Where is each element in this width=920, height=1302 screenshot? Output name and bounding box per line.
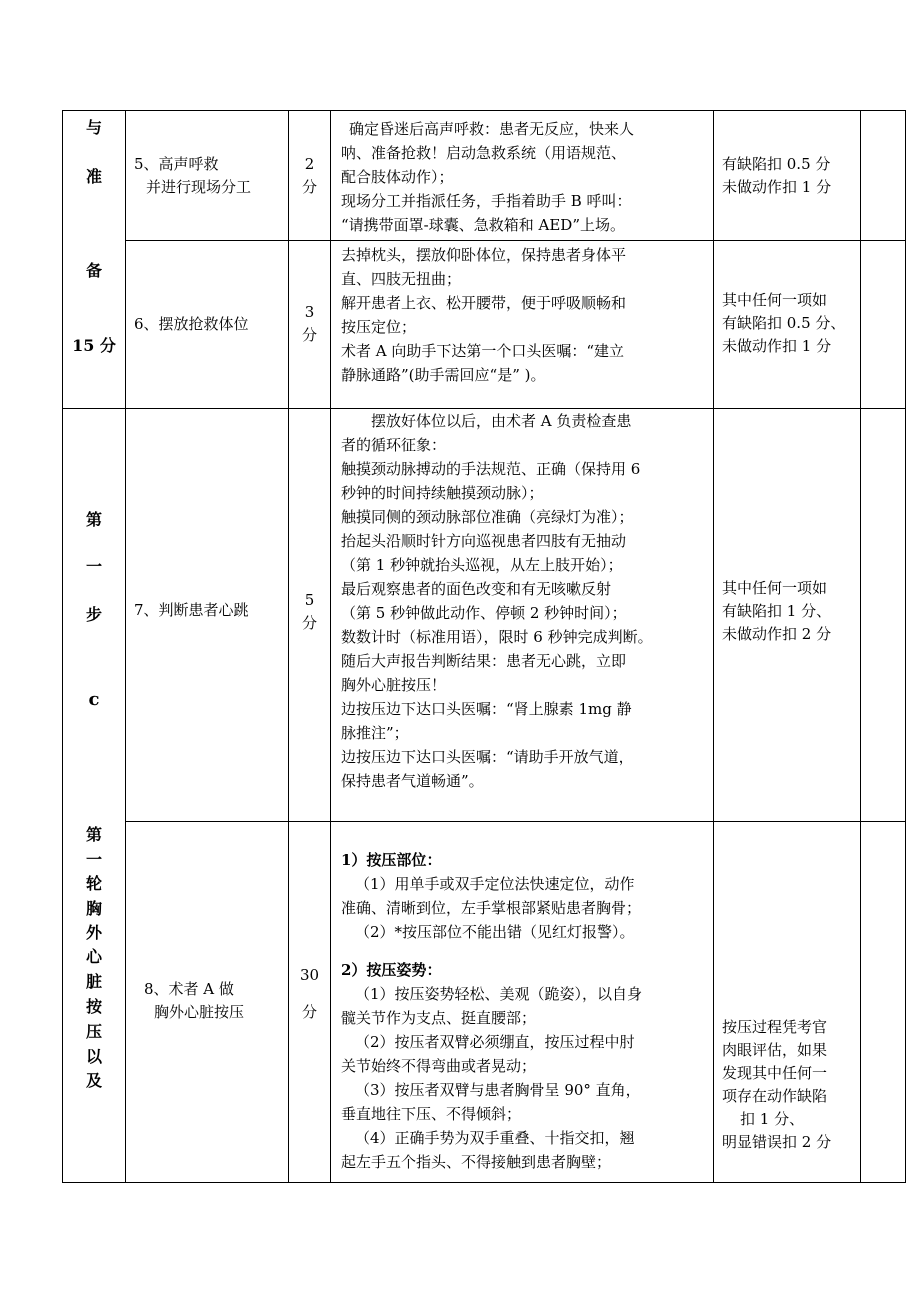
item-name: 6、摆放抢救体位	[134, 315, 249, 333]
deduction-line: 有缺陷扣 0.5 分	[722, 155, 831, 173]
content-cell	[331, 111, 714, 241]
score-value: 30	[299, 965, 320, 984]
content-line: 解开患者上衣、松开腰带，便于呼吸顺畅和	[341, 294, 627, 312]
content-line: 确定昏迷后高声呼救：患者无反应，快来人	[349, 120, 635, 138]
blank-cell	[861, 409, 906, 822]
scoring-table	[62, 110, 906, 1183]
content-line: 起左手五个指头、不得接触到患者胸壁；	[341, 1152, 612, 1171]
blank-cell	[861, 111, 906, 241]
category-char: 一	[85, 557, 102, 576]
category-char: 步	[85, 605, 102, 624]
content-line: 配合肢体动作）；	[341, 168, 454, 186]
score-cell	[289, 111, 331, 241]
content-line: 抬起头沿顺时针方向巡视患者四肢有无抽动	[341, 532, 627, 550]
item-name: 胸外心脏按压	[154, 1002, 245, 1021]
content-line: 脉推注”；	[341, 724, 409, 742]
deduction-line: 其中任何一项如	[722, 579, 828, 597]
content-line: 静脉通路”(助手需回应“是” )。	[341, 366, 546, 384]
category-char: 心	[85, 947, 102, 966]
item-name: 7、判断患者心跳	[134, 601, 249, 619]
deduction-line: 未做动作扣 1 分	[722, 178, 832, 196]
content-cell	[331, 821, 714, 1182]
score-unit: 分	[301, 1002, 317, 1021]
deduction-line: 扣 1 分、	[740, 1109, 805, 1128]
content-cell	[331, 409, 714, 822]
blank-cell	[861, 821, 906, 1182]
content-line: （4）正确手势为双手重叠、十指交扣，翘	[355, 1128, 635, 1147]
score-cell	[289, 409, 331, 822]
category-step1	[63, 409, 126, 1183]
category-char: 胸	[85, 899, 102, 918]
blank-cell	[861, 241, 906, 409]
score-value: 3	[304, 303, 315, 321]
content-line: 随后大声报告判断结果：患者无心跳，立即	[341, 652, 627, 670]
content-line: 直、四肢无扭曲；	[341, 270, 462, 288]
score-unit: 分	[301, 614, 317, 632]
content-line: （第 1 秒钟就抬头巡视，从左上肢开始）；	[341, 556, 623, 574]
item-name: 8、术者 A 做	[144, 979, 234, 998]
content-line: （第 5 秒钟做此动作、停顿 2 秒钟时间）；	[341, 604, 627, 622]
deduction-line: 明显错误扣 2 分	[722, 1132, 832, 1151]
category-char: 外	[85, 923, 102, 942]
item-name: 5、高声呼救	[134, 155, 219, 173]
table-row	[63, 241, 906, 409]
content-line: 关节始终不得弯曲或者晃动；	[341, 1056, 537, 1075]
deduction-line: 按压过程凭考官	[722, 1017, 828, 1036]
content-line: （3）按压者双臂与患者胸骨呈 90° 直角，	[355, 1080, 641, 1099]
deduction-cell	[714, 241, 861, 409]
item-name: 并进行现场分工	[146, 178, 252, 196]
score-cell	[289, 241, 331, 409]
category-char: 第	[85, 825, 102, 844]
content-line: 者的循环征象：	[341, 436, 447, 454]
section-heading: 1）按压部位：	[341, 850, 442, 869]
item-cell	[126, 821, 289, 1182]
deduction-line: 肉眼评估，如果	[722, 1040, 828, 1059]
content-line: 保持患者气道畅通”。	[341, 772, 484, 790]
deduction-line: 项存在动作缺陷	[722, 1086, 828, 1105]
content-line: （1）用单手或双手定位法快速定位，动作	[355, 874, 635, 893]
content-line: 按压定位；	[341, 318, 417, 336]
content-line: 触摸同侧的颈动脉部位准确（亮绿灯为准）；	[341, 508, 634, 526]
category-char: 第	[85, 510, 102, 529]
content-line: “请携带面罩-球囊、急救箱和 AED”上场。	[341, 216, 625, 234]
content-line: （2）*按压部位不能出错（见红灯报警）。	[355, 922, 635, 941]
content-cell	[331, 241, 714, 409]
score-unit: 分	[301, 178, 317, 196]
content-line: 呐、准备抢救！启动急救系统（用语规范、	[341, 144, 627, 162]
content-line: 触摸颈动脉搏动的手法规范、正确（保持用 6	[341, 460, 641, 478]
item-cell	[126, 111, 289, 241]
category-char: 15 分	[72, 336, 116, 355]
category-char: c	[88, 689, 100, 710]
table-row	[63, 111, 906, 241]
content-line: 最后观察患者的面色改变和有无咳嗽反射	[341, 580, 612, 598]
score-cell	[289, 821, 331, 1182]
category-char: 以	[85, 1047, 102, 1066]
table-row	[63, 821, 906, 1182]
content-line: 数数计时（标准用语），限时 6 秒钟完成判断。	[341, 628, 653, 646]
deduction-line: 未做动作扣 2 分	[722, 625, 832, 643]
spacer	[341, 944, 707, 958]
content-line: 胸外心脏按压！	[341, 676, 447, 694]
content-line: 术者 A 向助手下达第一个口头医嘱：“建立	[341, 342, 625, 360]
score-value: 5	[304, 591, 315, 609]
deduction-line: 发现其中任何一	[722, 1063, 828, 1082]
category-char: 准	[85, 167, 102, 186]
deduction-cell	[714, 821, 861, 1182]
item-cell	[126, 409, 289, 822]
content-line: 准确、清晰到位，左手掌根部紧贴患者胸骨；	[341, 898, 642, 917]
content-line: 现场分工并指派任务，手指着助手 B 呼叫：	[341, 192, 632, 210]
score-unit: 分	[301, 326, 317, 344]
category-char: 压	[85, 1022, 102, 1041]
deduction-line: 有缺陷扣 1 分、	[722, 602, 832, 620]
deduction-line: 未做动作扣 1 分	[722, 337, 832, 355]
category-char: 备	[85, 261, 102, 280]
content-line: （1）按压姿势轻松、美观（跪姿），以自身	[355, 984, 643, 1003]
category-char: 轮	[85, 874, 102, 893]
content-line: 去掉枕头，摆放仰卧体位，保持患者身体平	[341, 246, 627, 264]
table-row	[63, 409, 906, 822]
section-heading: 2）按压姿势：	[341, 960, 442, 979]
deduction-line: 其中任何一项如	[722, 291, 828, 309]
content-line: （2）按压者双臂必须绷直，按压过程中肘	[355, 1032, 635, 1051]
category-char: 一	[85, 850, 102, 869]
score-value: 2	[304, 155, 315, 173]
category-prep	[63, 111, 126, 409]
content-line: 摆放好体位以后，由术者 A 负责检查患	[371, 412, 632, 430]
content-line: 垂直地往下压、不得倾斜；	[341, 1104, 522, 1123]
content-line: 秒钟的时间持续触摸颈动脉）；	[341, 484, 544, 502]
category-char: 及	[85, 1071, 102, 1090]
content-line: 髋关节作为支点、挺直腰部；	[341, 1008, 537, 1027]
deduction-cell	[714, 111, 861, 241]
content-line: 边按压边下达口头医嘱：“肾上腺素 1mg 静	[341, 700, 632, 718]
item-cell	[126, 241, 289, 409]
category-char: 脏	[85, 972, 102, 991]
content-line: 边按压边下达口头医嘱：“请助手开放气道，	[341, 748, 634, 766]
category-char: 与	[85, 118, 102, 137]
deduction-line: 有缺陷扣 0.5 分、	[722, 314, 846, 332]
deduction-cell	[714, 409, 861, 822]
category-char: 按	[85, 997, 102, 1016]
